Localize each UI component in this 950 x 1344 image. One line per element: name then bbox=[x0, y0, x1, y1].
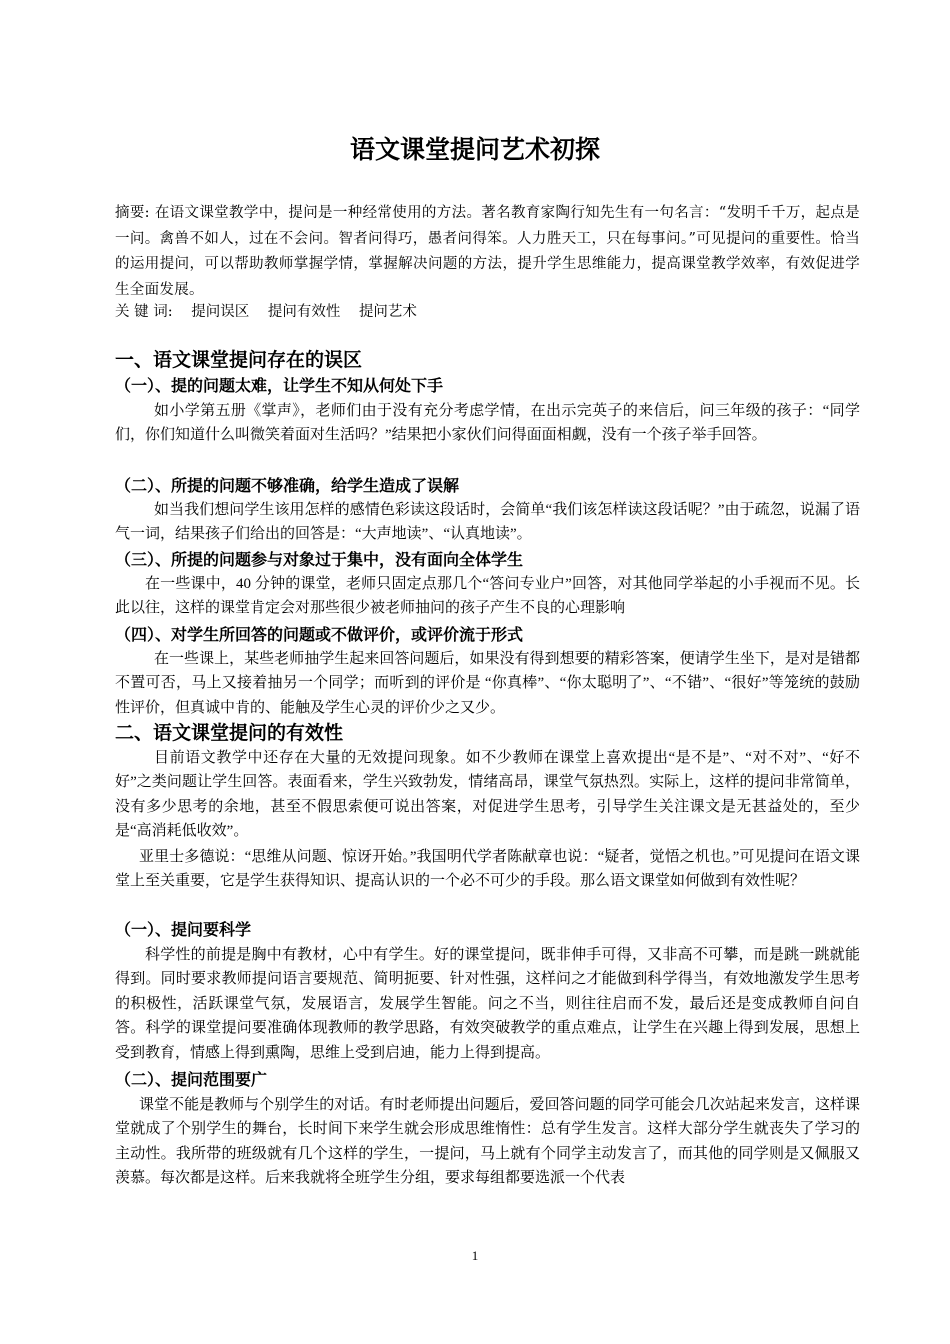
paragraph-1-3: 在一些课中，40 分钟的课堂，老师只固定点那几个“答问专业户”回答，对其他同学举起的小手视而不见。长此以往，这样的课堂肯定会对那些很少被老师抽问的孩子产生不良的心理影响 bbox=[115, 576, 860, 617]
subsection-heading-1-4: （四）、对学生所回答的问题或不做评价，或评价流于形式 bbox=[115, 625, 524, 644]
keyword-item: 提问有效性 bbox=[267, 304, 341, 320]
document-title: 语文课堂提问艺术初探 bbox=[349, 135, 600, 164]
abstract-paragraph: 摘要: 在语文课堂教学中，提问是一种经常使用的方法。著名教育家陶行知先生有一句名言：“发明千千万，起点是一问。禽兽不如人，过在不会问。智者问得巧，愚者问得笨。人力胜天工，只在每事问。”可见提问的重要性。恰当的运用提问，可以帮助教师掌握学情，掌握解决问题的方法，提升学生思维能力，提高课堂教学效率，有效促进学生全面发展。 bbox=[115, 205, 860, 298]
subsection-heading-1-2: （二）、所提的问题不够准确，给学生造成了误解 bbox=[115, 476, 460, 495]
subsection-heading-2-2: （二）、提问范围要广 bbox=[115, 1070, 268, 1089]
keywords-line bbox=[115, 300, 431, 325]
paragraph-1-1: 如小学第五册《掌声》，老师们由于没有充分考虑学情，在出示完英子的来信后，问三年级的孩子：“同学们，你们知道什么叫微笑着面对生活吗？”结果把小家伙们问得面面相觑，没有一个孩子举手回答。 bbox=[115, 403, 860, 444]
section-heading-1: 一、语文课堂提问存在的误区 bbox=[115, 349, 363, 371]
subsection-heading-1-3: （三）、所提的问题参与对象过于集中，没有面向全体学生 bbox=[115, 550, 524, 569]
paragraph-2-intro: 目前语文教学中还存在大量的无效提问现象。如不少教师在课堂上喜欢提出“是不是”、“对不对”、“好不好”之类问题让学生回答。表面看来，学生兴致勃发，情绪高昂，课堂气氛热烈。实际上，这样的提问非常简单，没有多少思考的余地，甚至不假思索便可说出答案，对促进学生思考，引导学生关注课文是无甚益处的，至少是“高消耗低收效”。 bbox=[115, 750, 860, 840]
paragraph-2-2: 课堂不能是教师与个别学生的对话。有时老师提出问题后，爱回答问题的同学可能会几次站起来发言，这样课堂就成了个别学生的舞台，长时间下来学生就会形成思维惰性：总有学生发言。这样大部分学生就丧失了学习的主动性。我所带的班级就有几个这样的学生，一提问，马上就有个同学主动发言了，而其他的同学则是又佩服又羡慕。每次都是这样。后来我就将全班学生分组，要求每组都要选派一个代表 bbox=[115, 1097, 860, 1187]
paragraph-2-quote: 亚里士多德说：“思维从问题、惊讶开始。”我国明代学者陈献章也说：“疑者，觉悟之机也。”可见提问在语文课堂上至关重要，它是学生获得知识、提高认识的一个必不可少的手段。那么语文课堂如何做到有效性呢？ bbox=[115, 849, 860, 890]
section-heading-2: 二、语文课堂提问的有效性 bbox=[115, 722, 344, 744]
paragraph-2-1: 科学性的前提是胸中有教材，心中有学生。好的课堂提问，既非伸手可得，又非高不可攀，而是跳一跳就能得到。同时要求教师提问语言要规范、简明扼要、针对性强，这样问之才能做到科学得当，有效地激发学生思考的积极性，活跃课堂气氛，发展语言，发展学生智能。问之不当，则往往启而不发，最后还是变成教师自问自答。科学的课堂提问要准确体现教师的教学思路，有效突破教学的重点难点，让学生在兴趣上得到发展，思想上受到教育，情感上得到熏陶，思维上受到启迪，能力上得到提高。 bbox=[115, 947, 860, 1061]
subsection-heading-2-1: （一）、提问要科学 bbox=[115, 920, 252, 939]
keyword-item: 提问艺术 bbox=[358, 304, 417, 320]
keyword-item: 提问误区 bbox=[191, 304, 250, 320]
paragraph-1-2: 如当我们想问学生该用怎样的感情色彩读这段话时，会简单“我们该怎样读这段话呢？”由于疏忽，说漏了语气一词，结果孩子们给出的回答是：“大声地读”、“认真地读”。 bbox=[115, 502, 860, 543]
keywords-label: 关 键 词: bbox=[115, 304, 173, 320]
paragraph-1-4: 在一些课上，某些老师抽学生起来回答问题后，如果没有得到想要的精彩答案，便请学生坐下，是对是错都不置可否，马上又接着抽另一个同学；而听到的评价是 “你真棒”、“你太聪明了”、“不错”、“很好”等笼统的鼓励性评价，但真诚中肯的、能触及学生心灵的评价少之又少。 bbox=[115, 651, 860, 716]
subsection-heading-1-1: （一）、提的问题太难，让学生不知从何处下手 bbox=[115, 376, 444, 395]
page-number: 1 bbox=[471, 1248, 479, 1263]
